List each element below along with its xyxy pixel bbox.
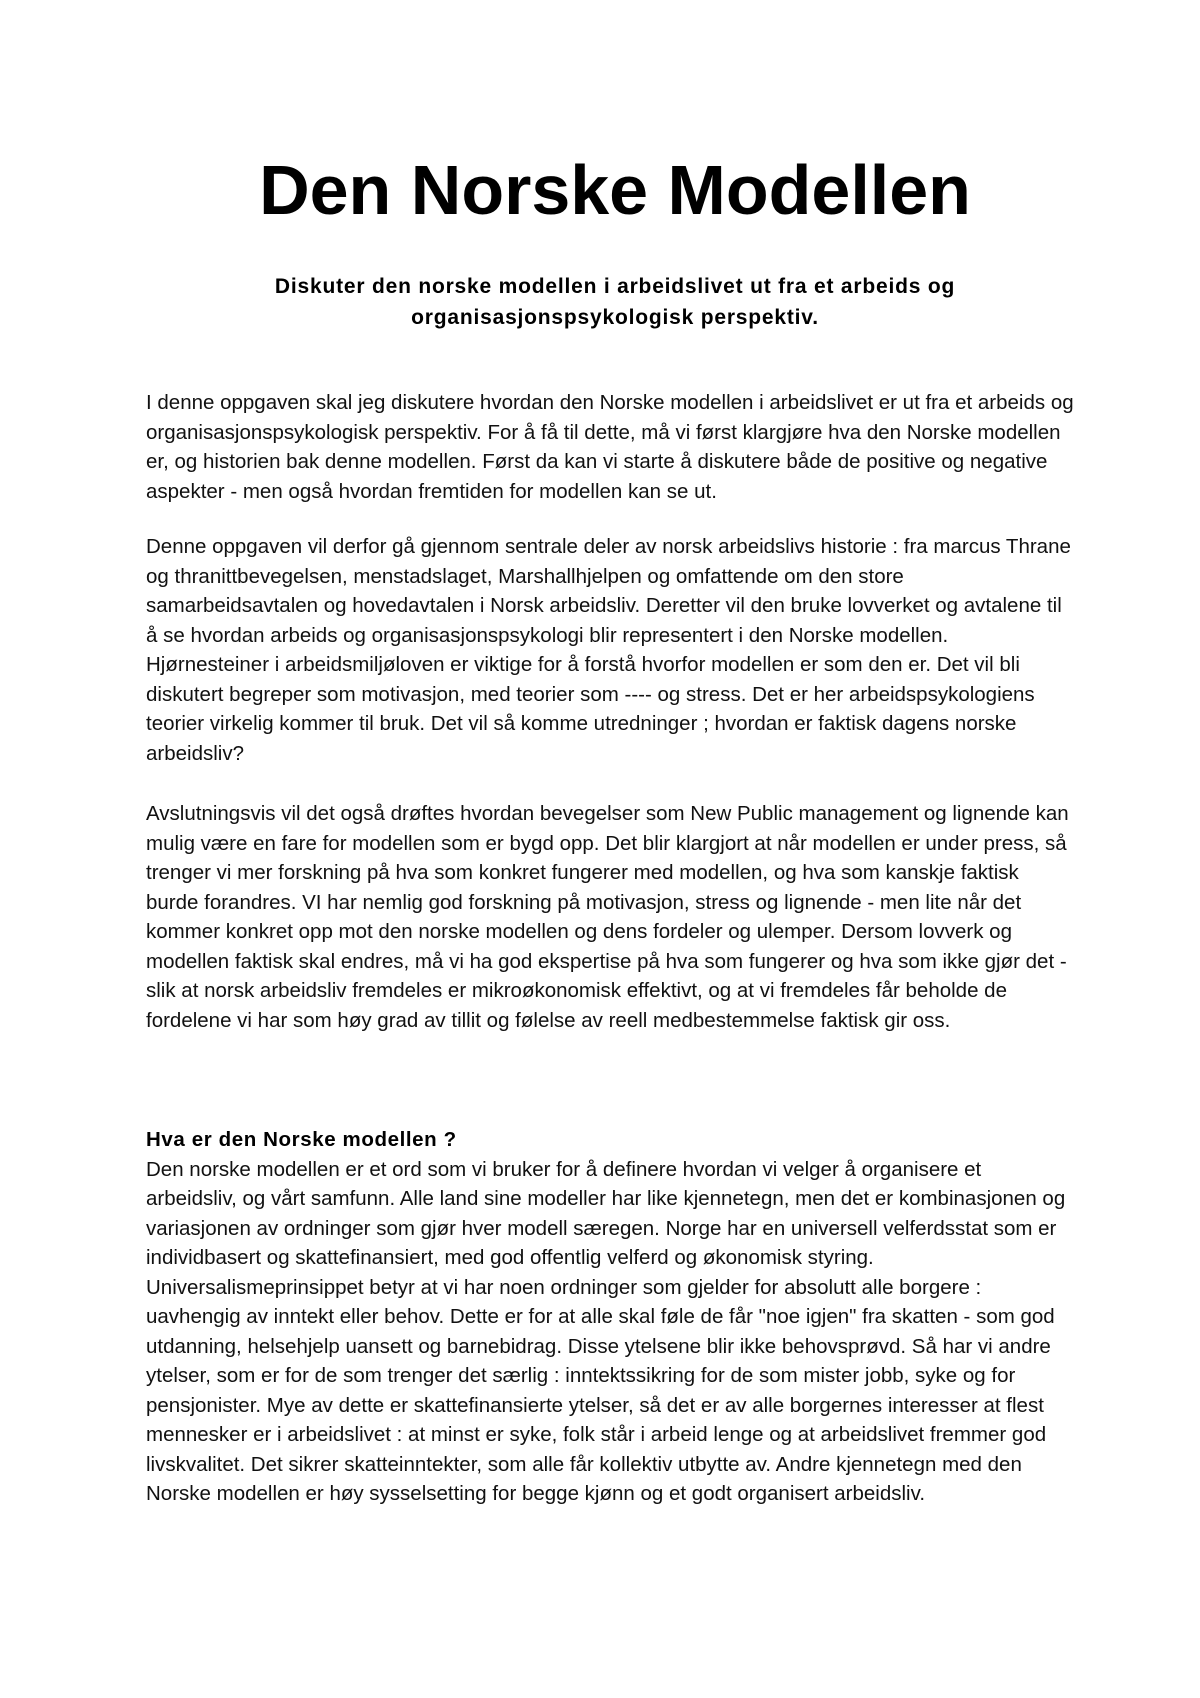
outline-paragraph: Denne oppgaven vil derfor gå gjennom sentrale deler av norsk arbeidslivs historie : fra marcus Thrane og thranittbevegelsen, menstadslaget, Marshallhjelpen og omfattende om den store samarbeidsavtalen og hovedavtalen i Norsk arbeidsliv. Deretter vil den bruke lovverket og avtalene til å se hvordan arbeids og organisasjonspsykologi blir representert i den Norske modellen. Hjørnesteiner i arbeidsmiljøloven er viktige for å forstå hvorfor modellen er som den er. Det vil bli diskutert begreper som motivasjon, med teorier som ---- og stress. Det er her arbeidspsykologiens teorier virkelig kommer til bruk. Det vil så komme utredninger ; hvordan er faktisk dagens norske arbeidsliv?: [146, 535, 1071, 765]
intro-paragraph: I denne oppgaven skal jeg diskutere hvordan den Norske modellen i arbeidslivet er ut fra et arbeids og organisasjonspsykologisk perspektiv. For å få til dette, må vi først klargjøre hva den Norske modellen er, og historien bak denne modellen. Først da kan vi starte å diskutere både de positive og negative aspekter - men også hvordan fremtiden for modellen kan se ut.: [146, 391, 1074, 503]
document-title: Den Norske Modellen: [259, 151, 971, 229]
document-subtitle: Diskuter den norske modellen i arbeidslivet ut fra et arbeids og organisasjonspsykologisk perspektiv.: [274, 275, 956, 329]
conclusion-paragraph: Avslutningsvis vil det også drøftes hvordan bevegelser som New Public management og lignende kan mulig være en fare for modellen som er bygd opp. Det blir klargjort at når modellen er under press, så trenger vi mer forskning på hva som konkret fungerer med modellen, og hva som kanskje faktisk burde forandres. VI har nemlig god forskning på motivasjon, stress og lignende - men lite når det kommer konkret opp mot den norske modellen og dens fordeler og ulemper. Dersom lovverk og modellen faktisk skal endres, må vi ha god ekspertise på hva som fungerer og hva som ikke gjør det - slik at norsk arbeidsliv fremdeles er mikroøkonomisk effektivt, og at vi fremdeles får beholde de fordelene vi har som høy grad av tillit og følelse av reell medbestemmelse faktisk gir oss.: [146, 802, 1069, 1032]
section-heading: Hva er den Norske modellen ?: [146, 1128, 457, 1151]
section-norske-modellen: [146, 1125, 1076, 1509]
section-body: Den norske modellen er et ord som vi bruker for å definere hvordan vi velger å organisere et arbeidsliv, og vårt samfunn. Alle land sine modeller har like kjennetegn, men det er kombinasjonen og variasjonen av ordninger som gjør hver modell særegen. Norge har en universell velferdsstat som er individbasert og skattefinansiert, med god offentlig velferd og økonomisk styring. Universalismeprinsippet betyr at vi har noen ordninger som gjelder for absolutt alle borgere : uavhengig av inntekt eller behov. Dette er for at alle skal føle de får "noe igjen" fra skatten - som god utdanning, helsehjelp uansett og barnebidrag. Disse ytelsene blir ikke behovsprøvd. Så har vi andre ytelser, som er for de som trenger det særlig : inntektssikring for de som mister jobb, syke og for pensjonister. Mye av dette er skattefinansierte ytelser, så det er av alle borgernes interesser at flest mennesker er i arbeidslivet : at minst er syke, folk står i arbeid lenge og at arbeidslivet fremmer god livskvalitet. Det sikrer skatteinntekter, som alle får kollektiv utbytte av. Andre kjennetegn med den Norske modellen er høy sysselsetting for begge kjønn og et godt organisert arbeidsliv.: [146, 1157, 1066, 1505]
